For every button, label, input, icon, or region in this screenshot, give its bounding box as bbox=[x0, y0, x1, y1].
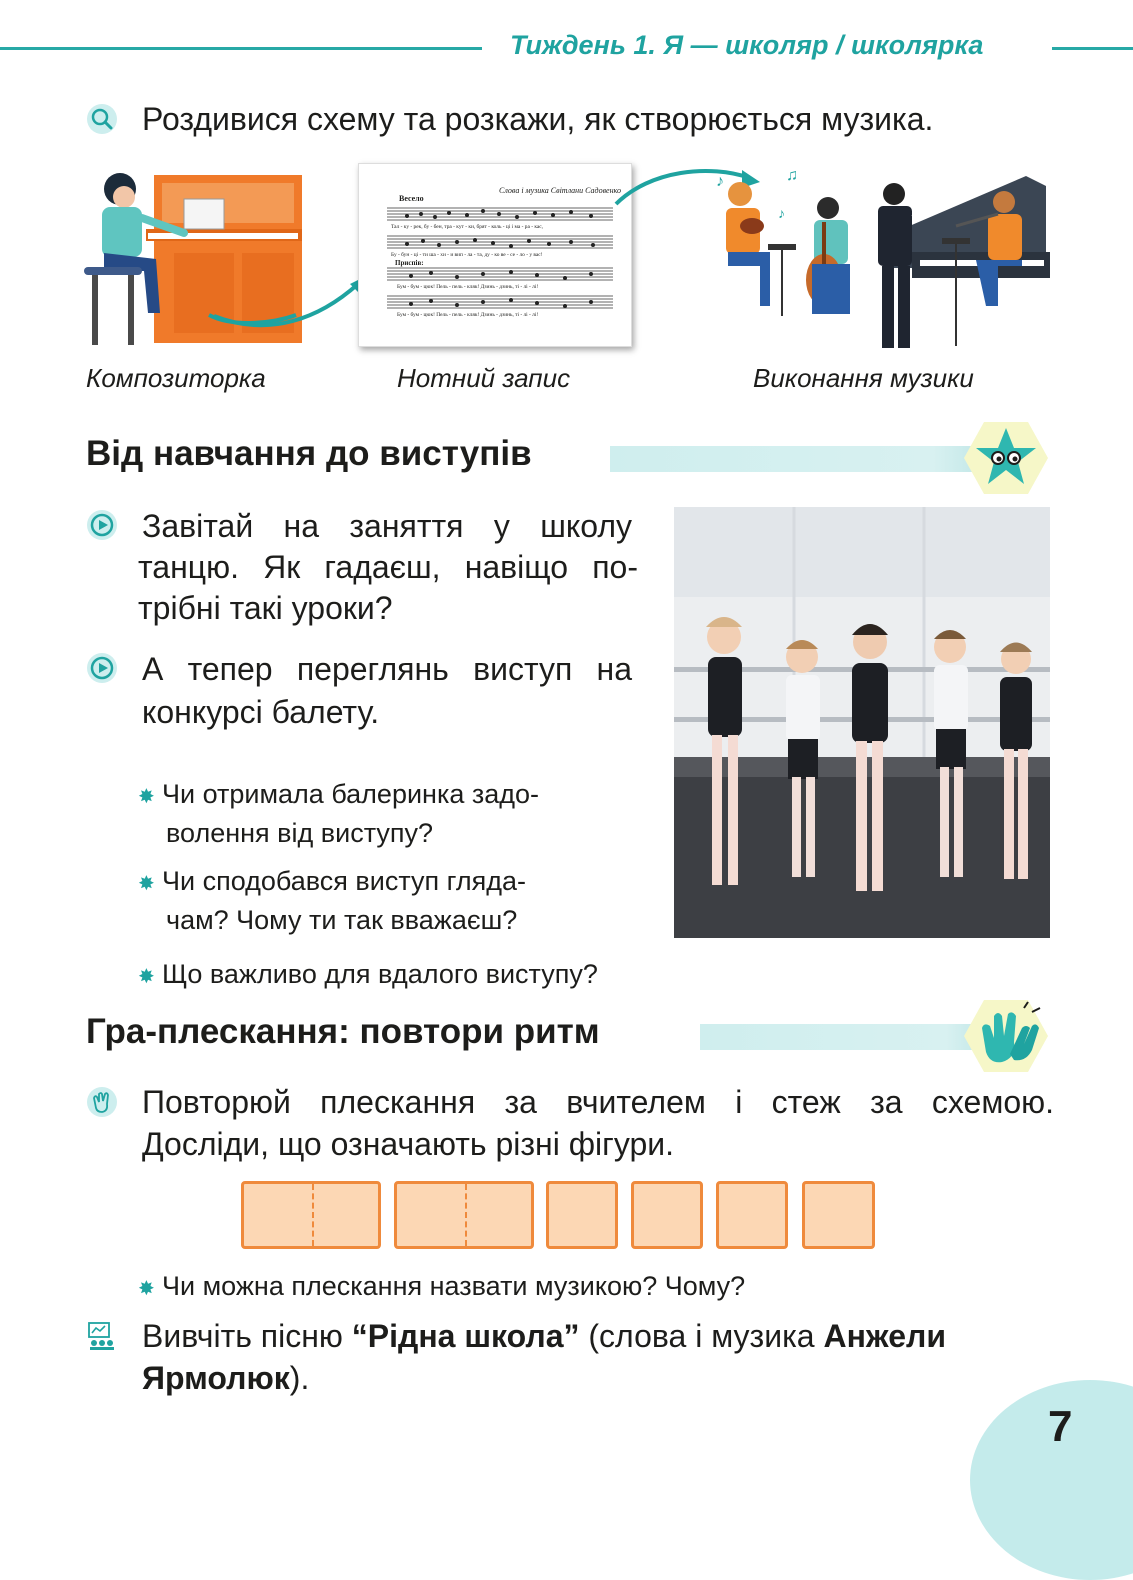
page-number: 7 bbox=[1048, 1402, 1073, 1451]
caption-performance: Виконання музики bbox=[753, 363, 974, 393]
rhythm-box-single bbox=[802, 1181, 875, 1249]
sing-together-icon bbox=[86, 1320, 118, 1352]
section2-heading-band bbox=[700, 1024, 990, 1050]
asterisk-icon: ✸ bbox=[138, 786, 155, 808]
question-3: ✸ Що важливо для вдалого виступу? bbox=[138, 956, 598, 995]
intro-text: Роздивися схему та розкажи, як створюється музика. bbox=[142, 101, 934, 137]
arrow-to-notation bbox=[210, 272, 370, 332]
ballet-photo bbox=[674, 507, 1050, 938]
sheet-lyric-3: Бум - бум - цюк! Пель - пель - кляк! Дзинь - дзинь, ті - лі - лі! bbox=[397, 284, 539, 290]
asterisk-icon: ✸ bbox=[138, 1278, 155, 1300]
star-eyes-icon bbox=[962, 420, 1050, 496]
song-line2: Ярмолюк). bbox=[142, 1360, 310, 1396]
caption-composer: Композиторка bbox=[86, 363, 266, 393]
sheet-lyric-4: Бум - бум - цюк! Пель - пель - кляк! Дзинь - дзинь, ті - лі - лі! bbox=[397, 312, 539, 318]
sheet-credit: Слова і музика Світлани Садовенко bbox=[498, 186, 621, 195]
sheet-lyric-1: Тал - ку - рек, бу - бен, тра - кут - ки, брят - коль - ці і ма - ра - кас, bbox=[391, 224, 544, 230]
section1-heading-band bbox=[610, 446, 990, 472]
svg-text:♪: ♪ bbox=[778, 205, 785, 221]
rhythm-box-single bbox=[716, 1181, 788, 1249]
rhythm-box-double bbox=[241, 1181, 381, 1249]
asterisk-icon: ✸ bbox=[138, 873, 155, 895]
header-title: Тиждень 1. Я — школяр / школярка bbox=[510, 30, 984, 60]
section2-question: ✸ Чи можна плескання назвати музикою? Чому? bbox=[138, 1268, 745, 1307]
clapping-hands-icon bbox=[962, 998, 1050, 1074]
song-line1: Вивчіть пісню “Рідна школа” (слова і музика Анжели bbox=[142, 1318, 946, 1354]
play-icon bbox=[86, 652, 118, 684]
item1-line3: трібні такі уроки? bbox=[138, 590, 393, 626]
item1-line2: танцю. Як гадаєш, навіщо по- bbox=[138, 549, 638, 585]
rhythm-box-double bbox=[394, 1181, 534, 1249]
question-2: ✸ Чи сподобався виступ гляда- чам? Чому ти так вважаєш? bbox=[138, 866, 527, 935]
sheet-chorus: Приспів: bbox=[395, 259, 424, 267]
question-1: ✸ Чи отримала балеринка задо- волення від виступу? bbox=[138, 779, 540, 848]
rhythm-box-single bbox=[546, 1181, 618, 1249]
item1-line1: Завітай на заняття у школу bbox=[142, 508, 632, 544]
header-rule-left bbox=[0, 47, 482, 50]
sheet-lyric-2: Бу - бун - ці - ти ша - хи - и вип - ла - та, ду - ко ве - се - ло - у вас! bbox=[391, 252, 543, 258]
section1-title: Від навчання до виступів bbox=[86, 434, 532, 473]
caption-notation: Нотний запис bbox=[397, 363, 571, 393]
asterisk-icon: ✸ bbox=[138, 966, 155, 988]
orchestra-illustration bbox=[706, 156, 1052, 352]
item2-line2: конкурсі балету. bbox=[142, 694, 380, 730]
svg-text:♪: ♪ bbox=[716, 173, 724, 190]
header-rule-right bbox=[1052, 47, 1133, 50]
section2-line1: Повторюй плескання за вчителем і стеж за схемою. bbox=[142, 1084, 1054, 1120]
item2-line1: А тепер переглянь виступ на bbox=[142, 651, 632, 687]
sheet-music bbox=[358, 163, 632, 347]
play-icon bbox=[86, 509, 118, 541]
rhythm-box-single bbox=[631, 1181, 703, 1249]
hand-icon bbox=[86, 1086, 118, 1118]
svg-text:♫: ♫ bbox=[786, 167, 798, 184]
section2-line2: Досліди, що означають різні фігури. bbox=[142, 1126, 675, 1162]
sheet-tempo: Весело bbox=[399, 194, 424, 203]
magnifier-icon bbox=[86, 103, 118, 135]
section2-title: Гра-плескання: повтори ритм bbox=[86, 1012, 600, 1051]
